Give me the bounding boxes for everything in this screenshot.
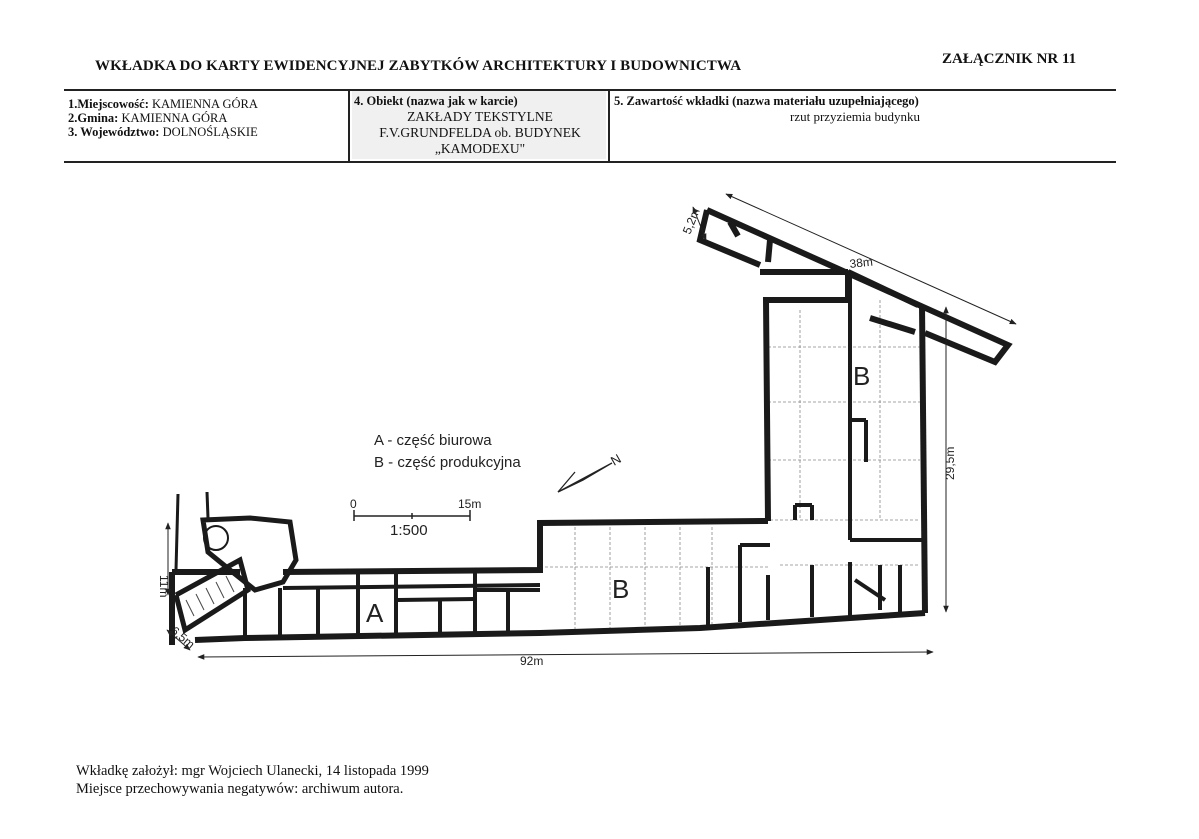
north-arrow <box>558 463 612 492</box>
author-line: Wkładkę założył: mgr Wojciech Ulanecki, 14 listopada 1999 <box>76 763 429 779</box>
stair-treads <box>186 576 234 616</box>
room-label-a: A <box>366 598 384 628</box>
scale-zero: 0 <box>350 497 357 511</box>
document-title: WKŁADKA DO KARTY EWIDENCYJNEJ ZABYTKÓW ARCHITEKTURY I BUDOWNICTWA <box>95 58 742 74</box>
content-value: rzut przyziemia budynku <box>790 109 920 124</box>
object-line-1: ZAKŁADY TEKSTYLNE <box>407 109 553 124</box>
object-label: 4. Obiekt (nazwa jak w karcie) <box>354 94 518 108</box>
content-label: 5. Zawartość wkładki (nazwa materiału uzupełniającego) <box>614 94 919 108</box>
dim-top-small: 5,2m <box>679 206 703 237</box>
scale-bar <box>354 510 470 521</box>
room-label-b-main: B <box>612 574 630 604</box>
dim-corner: 6,5m <box>168 623 198 652</box>
scale-ratio: 1:500 <box>390 522 428 539</box>
interior-walls <box>245 272 925 638</box>
dim-height: 29,5m <box>943 446 957 480</box>
dim-total: 92m <box>520 654 544 668</box>
voivodeship-value: DOLNOŚLĄSKIE <box>162 125 258 139</box>
room-label-b-wing: B <box>853 361 871 391</box>
legend-b: B - część produkcyjna <box>374 454 521 471</box>
scale-end: 15m <box>458 497 482 511</box>
commune-label: 2.Gmina: <box>68 111 119 125</box>
dim-left: 11m <box>157 575 171 598</box>
commune-value: KAMIENNA GÓRA <box>121 111 228 125</box>
dim-diag: 38m <box>848 254 874 271</box>
diagonal-wing <box>700 210 1008 362</box>
locality-label: 1.Miejscowość: <box>68 97 149 111</box>
voivodeship-label: 3. Województwo: <box>68 125 160 139</box>
annex-number: ZAŁĄCZNIK NR 11 <box>942 51 1077 67</box>
object-line-2: F.V.GRUNDFELDA ob. BUDYNEK <box>379 125 581 140</box>
object-line-3: „KAMODEXU" <box>434 141 526 156</box>
north-label: N <box>608 450 624 469</box>
legend-a: A - część biurowa <box>374 432 492 449</box>
interior-grid-lines <box>540 300 920 630</box>
storage-line: Miejsce przechowywania negatywów: archiwum autora. <box>76 781 404 797</box>
locality-value: KAMIENNA GÓRA <box>152 97 258 111</box>
